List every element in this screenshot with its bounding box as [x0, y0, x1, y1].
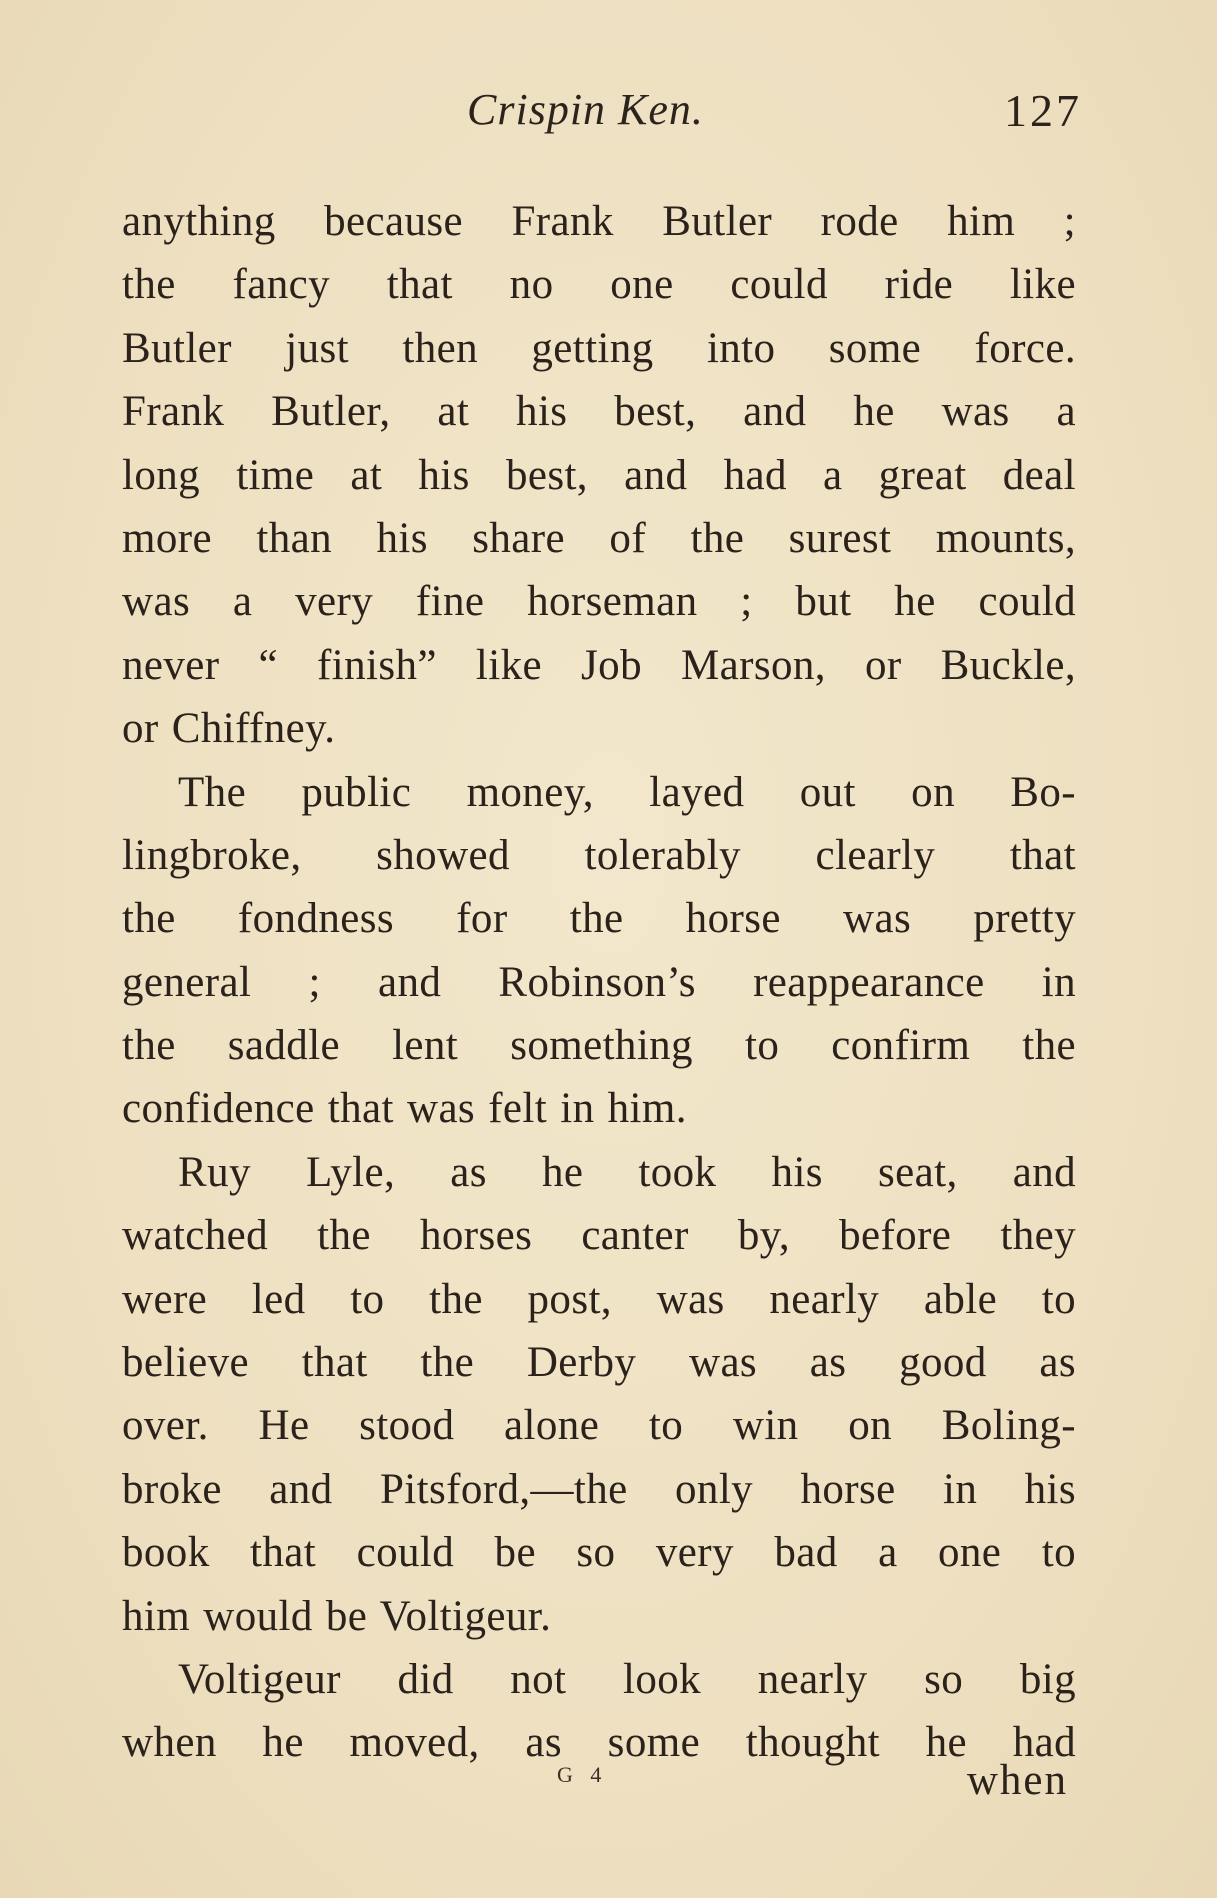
text-line: the fancy that no one could ride like — [122, 261, 1076, 309]
text-line: more than his share of the surest mounts, — [122, 514, 1076, 562]
text-line: The public money, layed out on Bo- — [178, 768, 1076, 816]
text-line: the fondness for the horse was pretty — [122, 895, 1076, 943]
text-line: the saddle lent something to confirm the — [122, 1022, 1076, 1070]
text-line: Frank Butler, at his best, and he was a — [122, 388, 1076, 436]
text-line: when he moved, as some thought he had — [122, 1719, 1076, 1767]
text-line: anything because Frank Butler rode him ; — [122, 198, 1076, 245]
text-line: never “ finish” like Job Marson, or Buckle, — [122, 641, 1076, 689]
text-line: was a very fine horseman ; but he could — [122, 578, 1076, 626]
text-line: general ; and Robinson’s reappearance in — [122, 958, 1076, 1006]
text-line: watched the horses canter by, before they — [122, 1212, 1076, 1260]
text-line: long time at his best, and had a great deal — [122, 451, 1076, 499]
text-line: believe that the Derby was as good as — [122, 1339, 1076, 1387]
text-line: Voltigeur did not look nearly so big — [178, 1655, 1076, 1703]
running-head — [122, 84, 1088, 144]
text-line: or Chiffney. — [122, 705, 336, 753]
text-line: him would be Voltigeur. — [122, 1592, 552, 1640]
text-line: lingbroke, showed tolerably clearly that — [122, 831, 1076, 879]
body-text — [122, 190, 1076, 1775]
text-line: Ruy Lyle, as he took his seat, and — [178, 1148, 1076, 1196]
text-line: over. He stood alone to win on Boling- — [122, 1402, 1076, 1450]
text-line: book that could be so very bad a one to — [122, 1529, 1076, 1577]
text-line: confidence that was felt in him. — [122, 1085, 687, 1133]
catchword: when — [966, 1757, 1068, 1804]
page-number: 127 — [1004, 85, 1082, 136]
running-title: Crispin Ken. — [467, 85, 704, 134]
signature-mark: G 4 — [557, 1762, 608, 1787]
page-footer — [122, 1756, 1076, 1806]
text-line: Butler just then getting into some force. — [122, 324, 1076, 372]
text-line: were led to the post, was nearly able to — [122, 1275, 1076, 1323]
text-line: broke and Pitsford,—the only horse in his — [122, 1465, 1076, 1513]
